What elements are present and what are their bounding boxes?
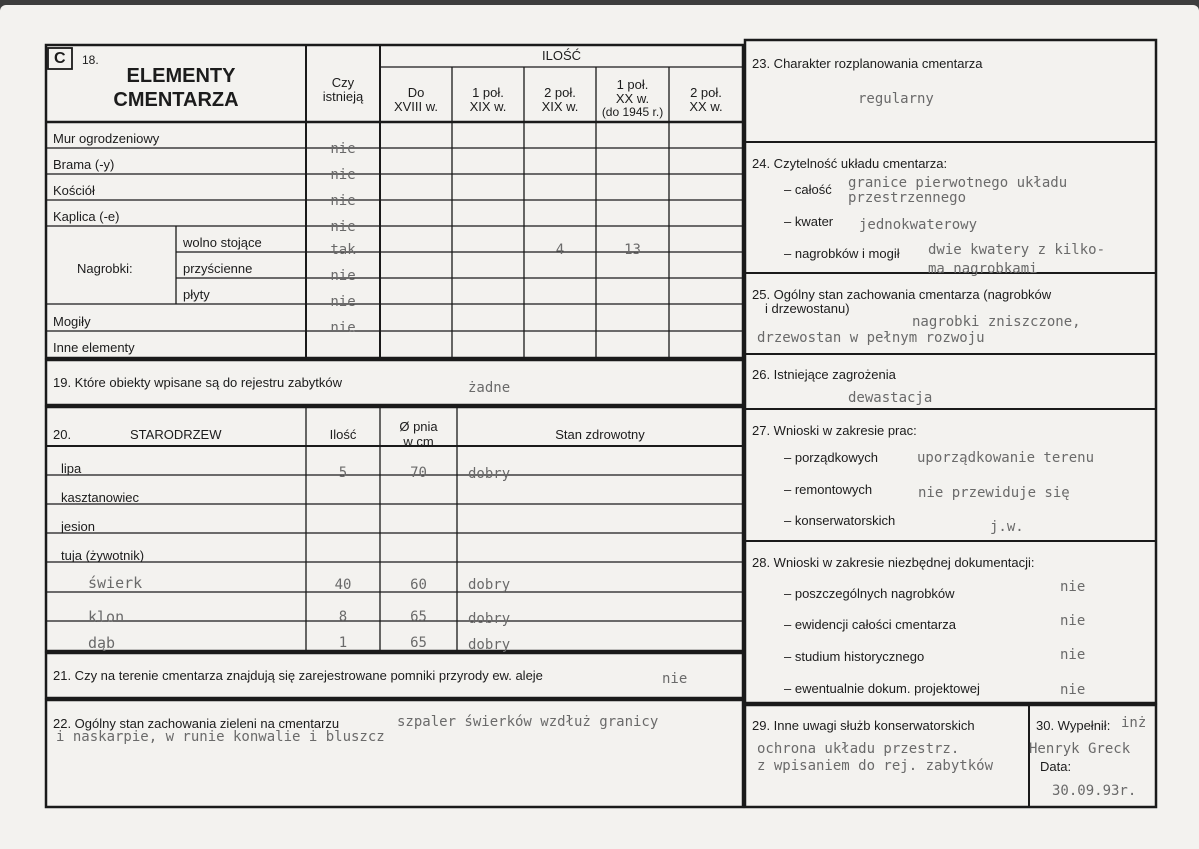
s28-item-value: nie xyxy=(1060,613,1086,629)
tree-name-typed: dąb xyxy=(88,634,116,652)
tree-name-typed: świerk xyxy=(88,574,143,592)
row-label: przyścienne xyxy=(183,261,253,276)
s24-quarters-value: jednokwaterowy xyxy=(859,217,978,233)
s20-title: STARODRZEW xyxy=(130,427,222,442)
tree-qty: 1 xyxy=(338,635,348,651)
s30-date: 30.09.93r. xyxy=(1052,783,1137,799)
s19-value: żadne xyxy=(468,380,511,396)
s28-item-label: – studium historycznego xyxy=(784,649,925,664)
exists-value: nie xyxy=(330,294,356,310)
s30-date-label: Data: xyxy=(1040,759,1072,774)
s26-label: 26. Istniejące zagrożenia xyxy=(752,367,896,382)
tree-trunk: 70 xyxy=(410,465,427,481)
s27-item-label: – porządkowych xyxy=(784,450,878,465)
col-header: Do xyxy=(407,85,425,100)
s28-item-label: – poszczególnych nagrobków xyxy=(784,586,955,601)
exists-value: nie xyxy=(330,268,356,284)
s20-qty-header: Ilość xyxy=(329,427,357,442)
row-label: płyty xyxy=(183,287,210,302)
quantity-header: ILOŚĆ xyxy=(541,48,581,63)
s28-item-label: – ewentualnie dokum. projektowej xyxy=(784,681,980,696)
exists-value: nie xyxy=(330,219,356,235)
exists-value: nie xyxy=(330,141,356,157)
s27-label: 27. Wnioski w zakresie prac: xyxy=(752,423,917,438)
s23-label: 23. Charakter rozplanowania cmentarza xyxy=(752,56,983,71)
row-label: Inne elementy xyxy=(53,340,135,355)
col-header: XVIII w. xyxy=(393,99,439,114)
s21-label: 21. Czy na terenie cmentarza znajdują się zarejestrowane pomniki przyrody ew. aleje xyxy=(53,668,543,683)
exists-value: nie xyxy=(330,193,356,209)
tree-trunk: 60 xyxy=(410,577,427,593)
exists-value: nie xyxy=(330,167,356,183)
s20-number: 20. xyxy=(53,427,72,442)
s24-label: 24. Czytelność układu cmentarza: xyxy=(752,156,948,171)
s27-item-value: uporządkowanie terenu xyxy=(917,450,1095,466)
s24-graves-value-line2: ma nagrobkami xyxy=(928,261,1038,277)
s30-name-prefix: inż xyxy=(1121,715,1147,731)
section-title-line1: ELEMENTY xyxy=(126,65,236,87)
s25-label-line2: i drzewostanu) xyxy=(765,301,850,316)
row-label: Kościół xyxy=(53,183,95,198)
col-header: XX w. xyxy=(689,99,723,114)
section-number: 18. xyxy=(82,53,99,67)
s20-trunk-header: Ø pnia xyxy=(399,419,438,434)
s30-name: Henryk Greck xyxy=(1029,741,1131,757)
card-letter: C xyxy=(54,50,66,67)
tree-qty: 8 xyxy=(338,609,348,625)
col-header: (do 1945 r.) xyxy=(601,105,664,119)
col-header: 1 poł. xyxy=(616,77,649,92)
s20-health-header: Stan zdrowotny xyxy=(555,427,645,442)
s27-item-value: nie przewiduje się xyxy=(918,485,1070,501)
exists-value: nie xyxy=(330,320,356,336)
s29-value: ochrona układu przestrz. xyxy=(757,741,960,757)
s28-item-value: nie xyxy=(1060,647,1086,663)
row-label: Kaplica (-e) xyxy=(53,209,120,224)
tree-qty: 5 xyxy=(338,465,348,481)
s21-value: nie xyxy=(662,671,688,687)
row-label: Mogiły xyxy=(53,314,91,329)
exists-value: tak xyxy=(330,242,356,258)
s24-whole-label: – całość xyxy=(784,182,832,197)
row-label: wolno stojące xyxy=(183,235,262,250)
s24-quarters-label: – kwater xyxy=(784,214,834,229)
s27-item-label: – konserwatorskich xyxy=(784,513,896,528)
s19-label: 19. Które obiekty wpisane są do rejestru zabytków xyxy=(53,375,343,390)
tree-trunk: 65 xyxy=(410,609,427,625)
s24-graves-value: dwie kwatery z kilko- xyxy=(928,242,1106,258)
s24-whole-value: granice pierwotnego układu xyxy=(848,175,1068,191)
s22-value-line2: i naskarpie, w runie konwalie i bluszcz xyxy=(56,729,385,745)
qty-value: 4 xyxy=(555,242,565,258)
s25-value: nagrobki zniszczone, xyxy=(912,314,1081,330)
s28-item-label: – ewidencji całości cmentarza xyxy=(784,617,956,632)
tree-state: dobry xyxy=(468,611,511,627)
tree-name: lipa xyxy=(61,461,82,476)
nagrobki-label: Nagrobki: xyxy=(77,261,133,276)
s22-label: 22. Ogólny stan zachowania zieleni na cmentarzu xyxy=(53,716,340,731)
s28-item-value: nie xyxy=(1060,579,1086,595)
tree-state: dobry xyxy=(468,637,511,653)
s25-value-line2: drzewostan w pełnym rozwoju xyxy=(757,330,985,346)
s23-value: regularny xyxy=(858,91,934,107)
col-header: 2 poł. xyxy=(544,85,576,100)
tree-trunk: 65 xyxy=(410,635,427,651)
s29-label: 29. Inne uwagi służb konserwatorskich xyxy=(752,718,975,733)
tree-name-typed: klon xyxy=(88,608,125,626)
row-label: Mur ogrodzeniowy xyxy=(53,131,160,146)
qty-value: 13 xyxy=(624,242,641,258)
s27-item-label: – remontowych xyxy=(784,482,873,497)
col-header: XX w. xyxy=(615,91,650,106)
tree-name: jesion xyxy=(61,519,95,534)
tree-qty: 40 xyxy=(334,577,352,593)
section-title-line2: CMENTARZA xyxy=(113,89,239,111)
col-header: 2 poł. xyxy=(690,85,722,100)
s28-label: 28. Wnioski w zakresie niezbędnej dokumentacji: xyxy=(752,555,1035,570)
col-header: XIX w. xyxy=(469,99,507,114)
s25-label: 25. Ogólny stan zachowania cmentarza (nagrobków xyxy=(752,287,1052,302)
tree-name: kasztanowiec xyxy=(61,490,140,505)
s20-trunk-header-line2: w cm xyxy=(403,434,434,449)
exists-header-line2: istnieją xyxy=(322,89,364,104)
exists-header: Czy xyxy=(331,75,355,90)
row-label: Brama (-y) xyxy=(53,157,115,172)
s29-value-line2: z wpisaniem do rej. zabytków xyxy=(757,758,994,774)
tree-state: dobry xyxy=(468,577,511,593)
tree-state: dobry xyxy=(468,466,511,482)
s28-item-value: nie xyxy=(1060,682,1086,698)
survey-card xyxy=(0,5,1199,849)
s22-value-line1: szpaler świerków wzdłuż granicy xyxy=(397,714,659,730)
tree-name: tuja (żywotnik) xyxy=(61,548,145,563)
s24-whole-value-line2: przestrzennego xyxy=(848,190,967,206)
s30-label: 30. Wypełnił: xyxy=(1036,718,1111,733)
col-header: XIX w. xyxy=(541,99,579,114)
s26-value: dewastacja xyxy=(848,390,933,406)
s27-item-value: j.w. xyxy=(990,519,1024,535)
s24-graves-label: – nagrobków i mogił xyxy=(784,246,900,261)
col-header: 1 poł. xyxy=(472,85,504,100)
